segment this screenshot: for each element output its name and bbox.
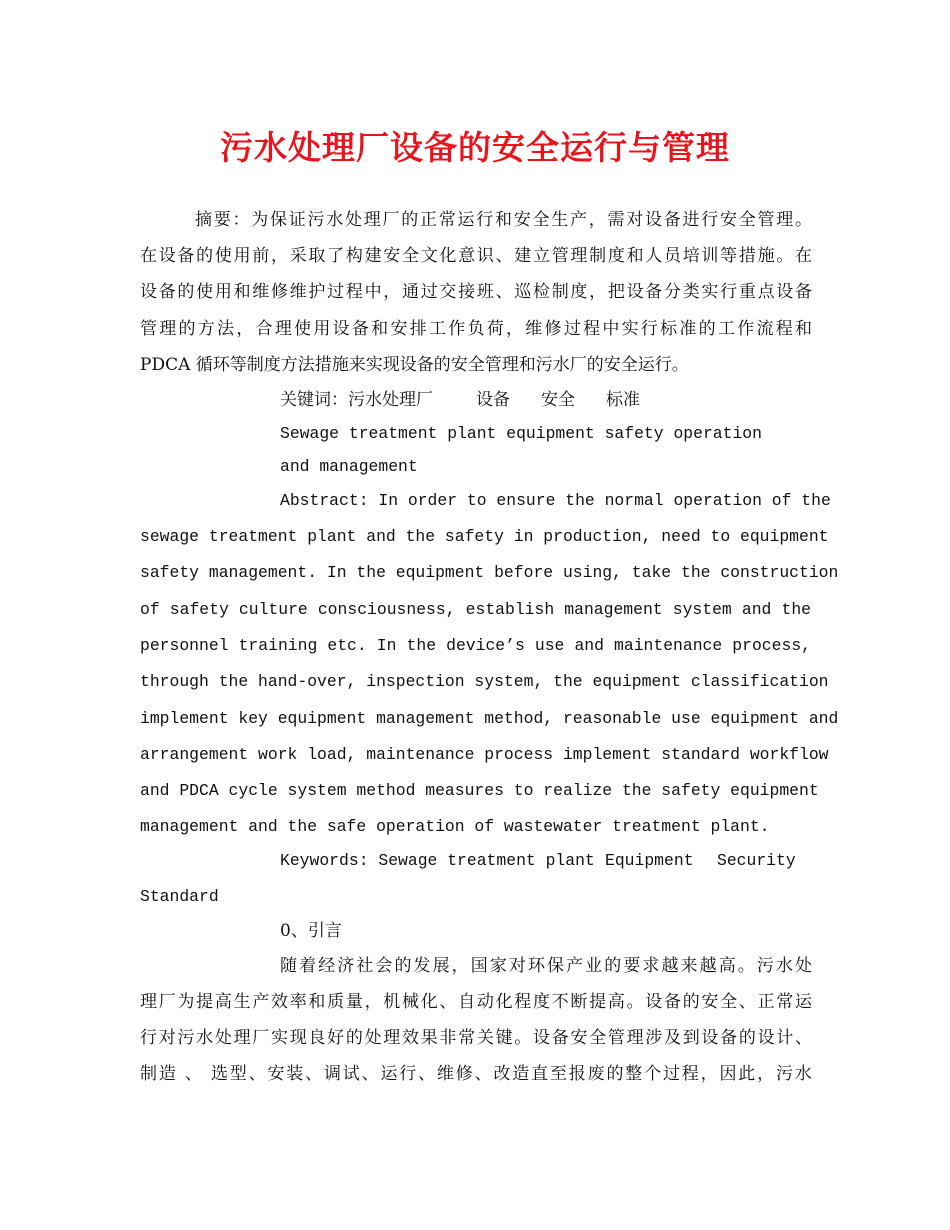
english-title-line: and management	[280, 457, 418, 476]
keyword-en-item: Standard	[140, 887, 219, 906]
abstract-en-line: personnel training etc. In the device’s use and maintenance process,	[140, 636, 811, 655]
keyword-en-item: Security	[717, 851, 796, 870]
abstract-en-line: safety management. In the equipment before using, take the construction	[140, 563, 839, 582]
keyword-cn-item: 设备	[476, 390, 510, 410]
intro-line: 随着经济社会的发展，国家对环保产业的要求越来越高。污水处	[280, 956, 815, 976]
abstract-en-line: and PDCA cycle system method measures to realize the safety equipment	[140, 781, 819, 800]
abstract-cn-line: 管理的方法，合理使用设备和安排工作负荷，维修过程中实行标准的工作流程和	[140, 319, 815, 339]
keyword-cn-item: 安全	[541, 390, 575, 410]
abstract-cn-line: 在设备的使用前，采取了构建安全文化意识、建立管理制度和人员培训等措施。在	[140, 246, 814, 266]
abstract-en-line: sewage treatment plant and the safety in production, need to equipment	[140, 527, 829, 546]
intro-line: 制造 、 选型、安装、调试、运行、维修、改造直至报废的整个过程，因此，污水	[140, 1064, 814, 1084]
keywords-cn-label: 关键词：污水处理厂	[280, 390, 433, 410]
abstract-cn-line: 设备的使用和维修维护过程中，通过交接班、巡检制度，把设备分类实行重点设备	[140, 282, 814, 302]
abstract-en-line: through the hand-over, inspection system, the equipment classification	[140, 672, 829, 691]
abstract-cn-line: PDCA 循环等制度方法措施来实现设备的安全管理和污水厂的安全运行。	[140, 355, 689, 375]
abstract-cn-line: 摘要：为保证污水处理厂的正常运行和安全生产，需对设备进行安全管理。	[195, 210, 814, 230]
keywords-en-label: Keywords: Sewage treatment plant	[280, 851, 595, 870]
english-title-line: Sewage treatment plant equipment safety operation	[280, 424, 762, 443]
section-heading: 0、引言	[280, 921, 342, 941]
abstract-en-line: of safety culture consciousness, establish management system and the	[140, 600, 811, 619]
abstract-en-line: implement key equipment management method, reasonable use equipment and	[140, 709, 839, 728]
abstract-en-line: arrangement work load, maintenance process implement standard workflow	[140, 745, 829, 764]
intro-line: 行对污水处理厂实现良好的处理效果非常关键。设备安全管理涉及到设备的设计、	[140, 1028, 814, 1048]
intro-line: 理厂为提高生产效率和质量，机械化、自动化程度不断提高。设备的安全、正常运	[140, 992, 814, 1012]
keyword-cn-item: 标准	[606, 390, 640, 410]
document-title: 污水处理厂设备的安全运行与管理	[220, 128, 730, 167]
abstract-en-line: management and the safe operation of wastewater treatment plant.	[140, 817, 770, 836]
abstract-en-line: Abstract: In order to ensure the normal operation of the	[280, 491, 831, 510]
keyword-en-item: Equipment	[605, 851, 694, 870]
